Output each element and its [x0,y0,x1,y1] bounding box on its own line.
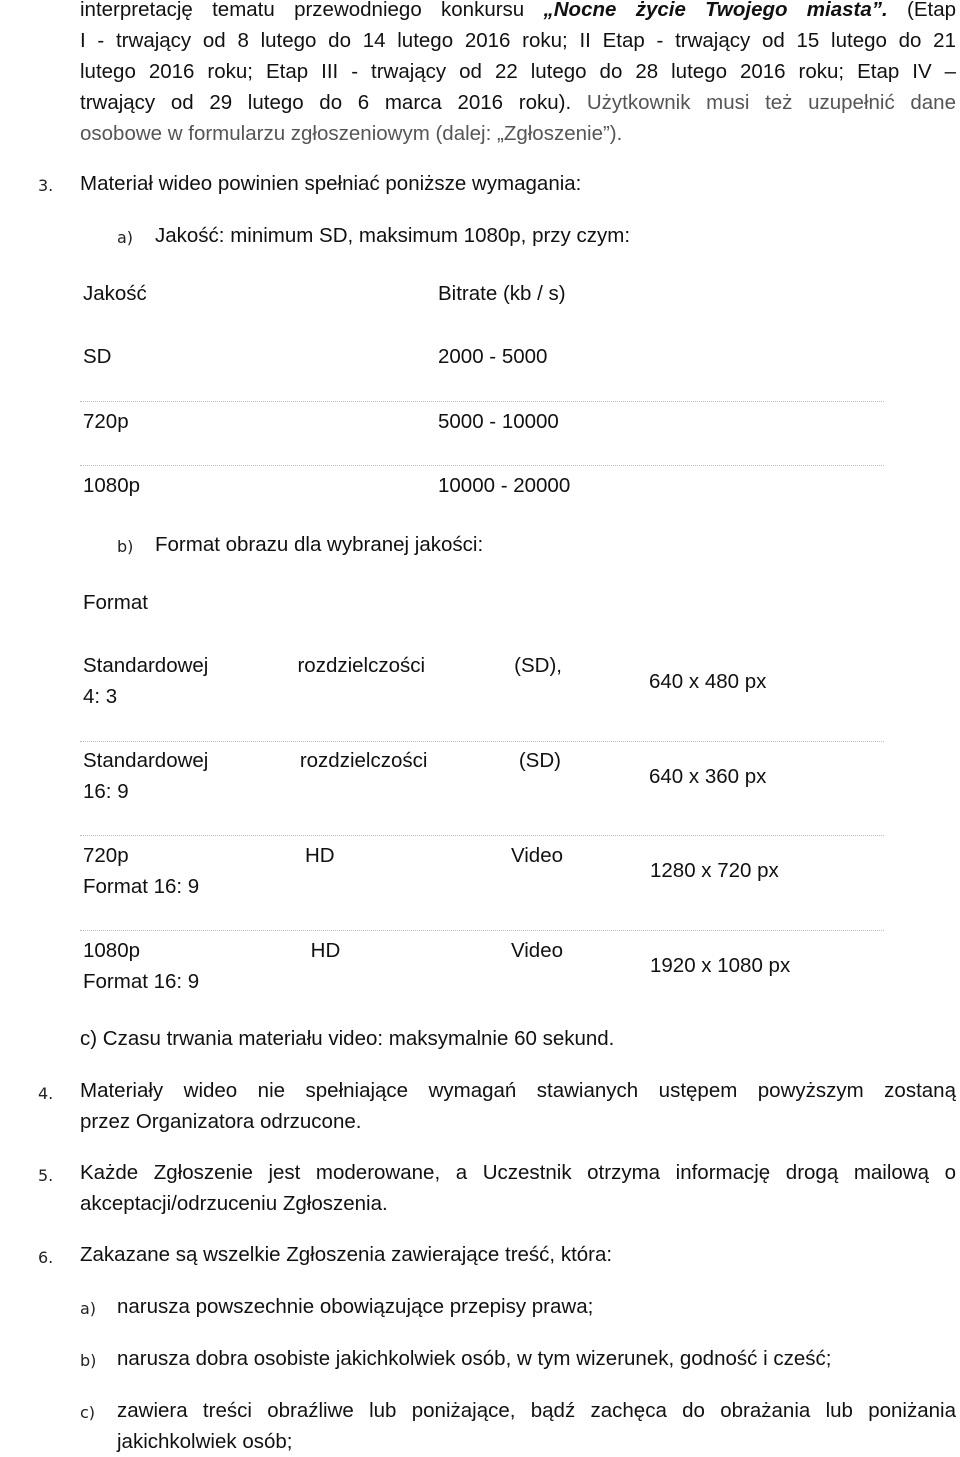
format-word: 720p [83,844,129,867]
intro-text: (Etap [887,0,957,21]
list-item-text: Jakość: minimum SD, maksimum 1080p, przy czym: [155,224,631,247]
intro-line-4 [80,87,956,118]
intro-line-3: lutego 2016 roku; Etap III - trwający od 22 lutego do 28 lutego 2016 roku; Etap IV – [80,60,956,83]
list-marker: a) [80,1299,97,1318]
resolution-cell: 1280 x 720 px [650,859,779,882]
list-marker: a) [117,228,134,247]
format-cell-line1 [83,650,562,681]
table-header-quality: Jakość [83,282,147,305]
list-item-text: narusza dobra osobiste jakichkolwiek osób, w tym wizerunek, godność i cześć; [117,1347,832,1370]
format-cell-line1 [83,840,563,871]
format-word: Standardowej [83,654,209,677]
format-cell-line2: 4: 3 [83,685,118,708]
format-word: Standardowej [83,749,209,772]
list-item-text: Format obrazu dla wybranej jakości: [155,533,484,556]
intro-paragraph [80,0,956,149]
resolution-cell: 640 x 480 px [649,670,767,693]
format-word: 1080p [83,939,141,962]
format-word: rozdzielczości [299,749,428,772]
row-divider [80,835,884,836]
section-text: Zakazane są wszelkie Zgłoszenia zawierające treść, która: [80,1243,613,1266]
format-cell-line2: 16: 9 [83,780,129,803]
table-cell: 5000 - 10000 [438,410,559,433]
section-number: 4. [38,1084,54,1103]
section-text: Materiał wideo powinien spełniać poniższe wymagania: [80,172,582,195]
format-word: Video [510,939,563,962]
format-cell-line2: Format 16: 9 [83,875,200,898]
table-cell: SD [83,345,112,368]
format-word: HD [304,844,335,867]
row-divider [80,741,884,742]
table-header-bitrate: Bitrate (kb / s) [438,282,566,305]
section-text: akceptacji/odrzuceniu Zgłoszenia. [80,1192,388,1215]
intro-text: trwający od 29 lutego do 6 marca 2016 roku). [80,91,587,114]
row-divider [80,401,884,402]
format-word: (SD) [518,749,561,772]
section-text: Każde Zgłoszenie jest moderowane, a Uczestnik otrzyma informację drogą mailową o [80,1161,956,1184]
row-divider [80,465,884,466]
intro-line-2: I - trwający od 8 lutego do 14 lutego 2016 roku; II Etap - trwający od 15 lutego do 21 [80,29,956,52]
format-cell-line1 [83,745,561,776]
contest-theme: „Nocne życie Twojego miasta”. [543,0,888,21]
table-cell: 1080p [83,474,141,497]
table-cell: 720p [83,410,129,433]
list-marker: b) [117,537,134,556]
section-number: 5. [38,1166,54,1185]
resolution-cell: 1920 x 1080 px [650,954,791,977]
format-word: HD [310,939,341,962]
table-header-format: Format [83,591,148,614]
intro-line-5: osobowe w formularzu zgłoszeniowym (dalej: „Zgłoszenie”). [80,122,623,145]
list-item-text: c) Czasu trwania materiału video: maksymalnie 60 sekund. [80,1027,615,1050]
table-cell: 2000 - 5000 [438,345,548,368]
intro-line-1 [80,0,956,25]
section-number: 3. [38,176,54,195]
intro-text-gray: Użytkownik musi też uzupełnić dane [586,91,956,114]
format-word: rozdzielczości [297,654,426,677]
format-cell-line1 [83,935,563,966]
list-item-text: narusza powszechnie obowiązujące przepisy prawa; [117,1295,594,1318]
format-word: Video [510,844,563,867]
section-number: 6. [38,1248,54,1267]
section-text: przez Organizatora odrzucone. [80,1110,362,1133]
list-item-text: jakichkolwiek osób; [117,1430,293,1453]
intro-text: interpretację tematu przewodniego konkursu [80,0,544,21]
table-cell: 10000 - 20000 [438,474,571,497]
format-word: (SD), [514,654,562,677]
row-divider [80,930,884,931]
format-cell-line2: Format 16: 9 [83,970,200,993]
list-marker: c) [80,1403,96,1422]
section-text: Materiały wideo nie spełniające wymagań stawianych ustępem powyższym zostaną [80,1079,956,1102]
resolution-cell: 640 x 360 px [649,765,767,788]
list-item-text: zawiera treści obraźliwe lub poniżające, bądź zachęca do obrażania lub poniżania [117,1399,956,1422]
list-marker: b) [80,1351,97,1370]
